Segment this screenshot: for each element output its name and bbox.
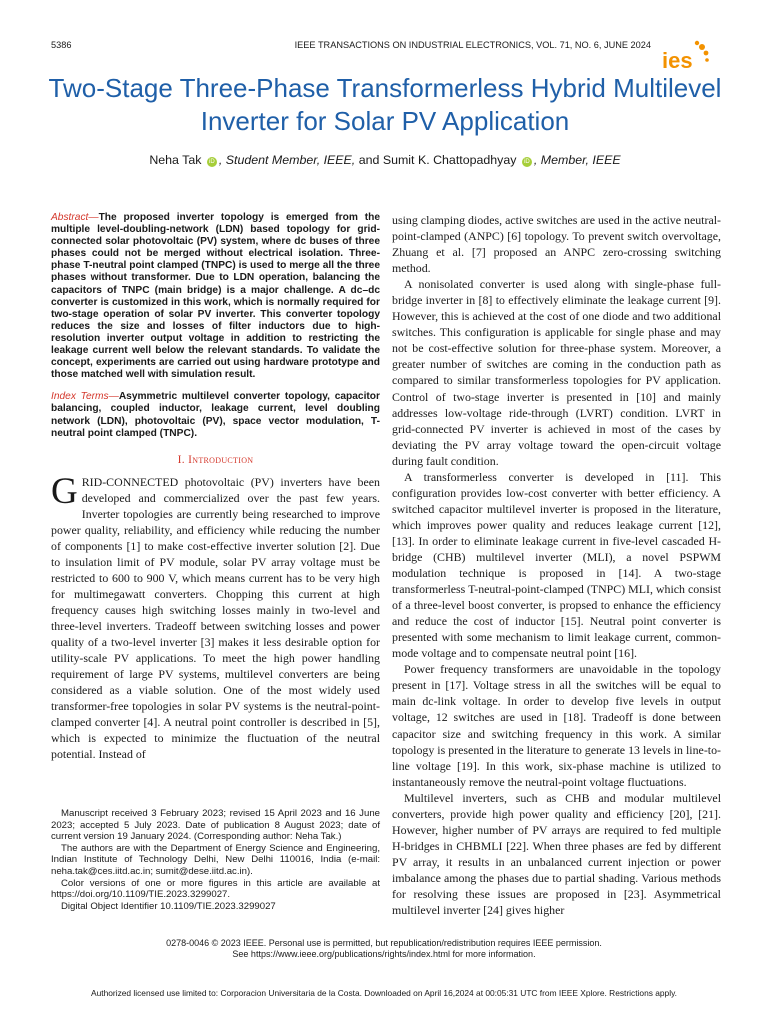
abstract-text: The proposed inverter topology is emerged from the multiple level-doubling-network (LDN) based topology for grid-connected solar photovoltaic (PV) system, where dc buses of three phases could not be merged without electrical isolation. Three-phase T-neutral point clamped (TNPC) is used to merge all the three phases without transformer. Due to LDN operation, balancing the capacitors of TNPC (main bridge) is a major challenge. A dc–dc converter is customized in this work, which is normally required for two-stage operation of solar PV inverter. This converter topology reduces the size and losses of filter inductors due to high-resolution inverter output voltage in addition to restricting the leakage current well below the relevant standards. To validate the concept, experiments are carried out using hardware prototype and those matched well with simulation result. xyxy=(51,212,380,381)
section-title: Introduction xyxy=(188,453,254,466)
abstract xyxy=(51,212,380,381)
left-column xyxy=(51,212,380,763)
author-1-name: Neha Tak xyxy=(149,153,202,167)
body-paragraph: Multilevel inverters, such as CHB and modular multilevel converters, provide high power quality and efficiency [20], [21]. However, higher number of PV arrays are required to fed multiple H-bridges in CHBMLI [22]. When three phases are fed by different PV array, it results in an unbalanced current injection or power imbalance among the phases due to partial shading. Various methods for resolving these issues are proposed in [23]. Asymmetrical multilevel inverter [24] gives higher xyxy=(392,790,721,918)
section-number: I. xyxy=(177,453,185,466)
abstract-label: Abstract— xyxy=(51,212,99,223)
author-line xyxy=(40,153,730,167)
author-2-name: and Sumit K. Chattopadhyay xyxy=(355,153,517,167)
drop-cap: G xyxy=(51,470,78,512)
body-paragraph: using clamping diodes, active switches are used in the active neutral-point-clamped (ANPC) [6] topology. To prevent switch overvoltage, Zhuang et al. [7] proposed an ANPC zero-crossing switching method. xyxy=(392,213,721,276)
body-paragraph: A nonisolated converter is used along with single-phase full-bridge inverter in [8] to effectively eliminate the leakage current [9]. However, this is achieved at the cost of one diode and two additional switches. This configuration is applicable for single phase and may not be cost-effective solution for three-phase system. Moreover, a greater number of switches are coming in the conduction path as compared to similar transformerless topologies for PV application. Control of two-stage inverter is presented in [10] and mainly addresses low-voltage ride-through (LVRT) condition. LVRT in grid-connected PV inverter is achieved in most of the cases by deviating the PV array voltage toward the open-circuit voltage during fault condition. xyxy=(392,277,721,468)
journal-name: IEEE TRANSACTIONS ON INDUSTRIAL ELECTRONICS, VOL. 71, NO. 6, JUNE 2024 xyxy=(294,40,651,50)
copyright-footer xyxy=(0,938,768,960)
running-header xyxy=(51,40,651,54)
author-1-role: , Student Member, IEEE, xyxy=(218,153,356,167)
page-number: 5386 xyxy=(51,40,72,50)
footnote-affiliation: The authors are with the Department of Energy Science and Engineering, Indian Institute of Technology Delhi, New Delhi 110016, India (e-mail: neha.tak@ces.iitd.ac.in; sumit@dese.iitd.ac.in). xyxy=(51,842,380,877)
index-terms-label: Index Terms— xyxy=(51,391,119,403)
intro-text: RID-CONNECTED photovoltaic (PV) inverters have been developed and commercialized over the past few years. Inverter topologies are currently being researched to improve power quality, reliability, and efficiency while reducing the number of components [1] to make cost-effective inverter solution [2]. Due to insulation limit of PV module, solar PV array voltage must be restricted to 600 to 900 V, which means current has to be very high for multimegawatt converters. Chopping this current at high frequency causes high switching losses mainly in two-level and three-level inverters. Tradeoff between switching losses and power quality of a two-level inverter [3] makes it less desirable option for utility-scale PV applications. To meet the high power handling requirement of large PV systems, multilevel converters are being considered as a viable solution. One of the most widely used transformer-free topologies in solar PV systems is the neutral-point-clamped converter [4]. A neutral point controller is described in [5], which is expected to minimize the fluctuation of the neutral potential. Instead of xyxy=(51,474,380,762)
footnotes xyxy=(51,808,380,912)
rights-link[interactable]: See https://www.ieee.org/publications/rights/index.html for more information. xyxy=(232,949,536,959)
body-paragraph: A transformerless converter is developed in [11]. This configuration provides low-cost converter with better efficiency. A switched capacitor multilevel inverter is proposed in the literature, which improves power quality and reduces leakage current [12], [13]. In order to eliminate leakage current in five-level cascaded H-bridge (CHB) multilevel inverter (MLI), a novel PSPWM modulation technique is proposed in [14]. A two-stage transformerless T-neutral-point-clamped (TNPC) MLI, which consist of a three-level boost converter, is propsed to enhance the efficiency and reduce the cost of inductor [15]. Neutral point converter is presented with some mechanism to limit leakage current, common-mode voltage and to compensate neutral point [16]. xyxy=(392,469,721,661)
intro-paragraph xyxy=(51,470,380,763)
license-notice: Authorized licensed use limited to: Corporacion Universitaria de la Costa. Downloaded on April 16,2024 at 00:05:31 UTC from IEEE Xplore. Restrictions apply. xyxy=(91,988,677,998)
index-terms xyxy=(51,391,380,439)
body-paragraph: Power frequency transformers are unavoidable in the topology present in [17]. Voltage stress in all the switches will be equal to main dc-link voltage. In order to develop five levels in output voltage, 12 switches are used in [18]. Tradeoff is done between capacitor size and switching frequency in this work. A similar topology is presented in the literature to generate 13 levels in line-to-line voltage [19]. In this work, six-phase machine is utilized to instantaneously remove the neutral-point voltage fluctuations. xyxy=(392,662,721,789)
right-column xyxy=(392,212,721,918)
orcid-icon[interactable]: iD xyxy=(522,157,532,167)
footnote-color: Color versions of one or more figures in this article are available at https://doi.org/10.1109/TIE.2023.3299027. xyxy=(51,877,380,901)
orcid-icon[interactable]: iD xyxy=(207,157,217,167)
index-terms-text: Asymmetric multilevel converter topology, capacitor balancing, coupled inductor, leakage current, level doubling network (LDN), photovoltaic (PV), space vector modulation, T-neutral point clamped (TNPC). xyxy=(51,391,380,439)
paper-title: Two-Stage Three-Phase Transformerless Hybrid Multilevel Inverter for Solar PV Application xyxy=(48,73,722,136)
ies-logo xyxy=(660,40,710,74)
logo-text: ies xyxy=(662,48,693,73)
footnote-doi: Digital Object Identifier 10.1109/TIE.2023.3299027 xyxy=(61,900,276,912)
author-2-role: , Member, IEEE xyxy=(533,153,621,167)
section-heading xyxy=(51,454,380,466)
footnote-received: Manuscript received 3 February 2023; revised 15 April 2023 and 16 June 2023; accepted 5 July 2023. Date of publication 8 August 2023; date of current version 19 January 2024. (Corresponding author: Neha Tak.) xyxy=(51,808,380,843)
copyright-line: 0278-0046 © 2023 IEEE. Personal use is permitted, but republication/redistribution requires IEEE permission. xyxy=(166,938,602,948)
